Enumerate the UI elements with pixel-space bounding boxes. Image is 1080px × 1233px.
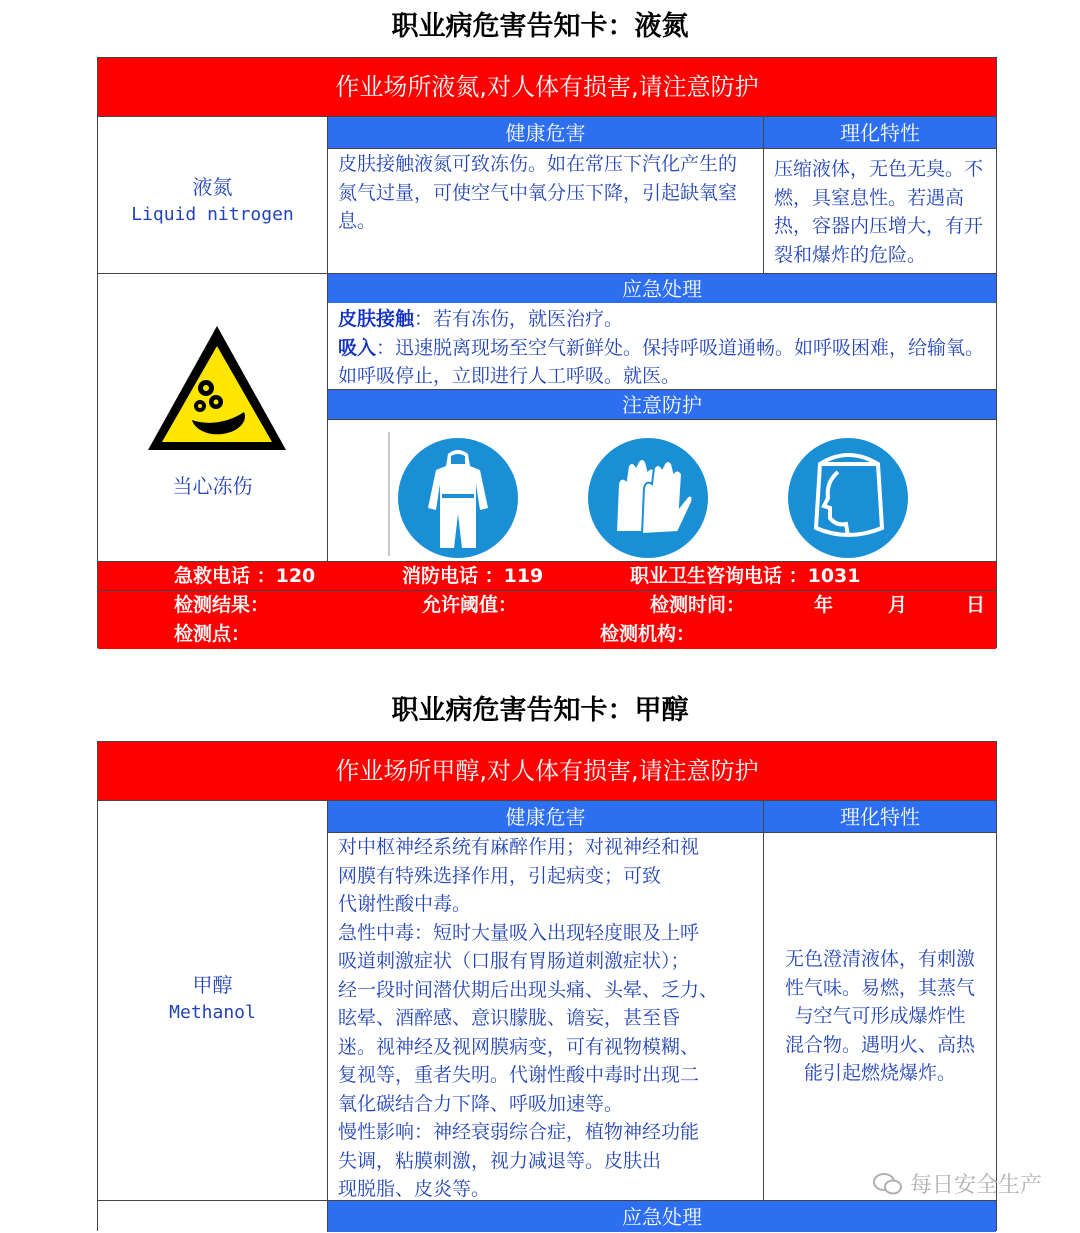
notice-card-methanol bbox=[97, 741, 997, 1231]
prop-line: 能引起燃烧爆炸。 bbox=[803, 1062, 956, 1084]
card2-emergency-header: 应急处理 bbox=[327, 1200, 996, 1232]
card2-health-text bbox=[327, 832, 763, 1200]
skin-contact-text: ：若有冻伤，就医治疗。 bbox=[414, 308, 624, 330]
threshold-label: 允许阈值： bbox=[422, 594, 518, 616]
inhalation-text: ：迅速脱离现场至空气新鲜处。保持呼吸道通畅。如呼吸困难，给输氧。如呼吸停止，立即进行人工呼吸。就医。 bbox=[338, 336, 985, 387]
card1-detection-rows bbox=[98, 590, 996, 649]
card1-emergency-header: 应急处理 bbox=[327, 273, 996, 303]
detection-agency-label: 检测机构： bbox=[600, 623, 696, 645]
health-line: 现脱脂、皮炎等。 bbox=[338, 1178, 491, 1200]
card1-title: 职业病危害告知卡：液氮 bbox=[391, 11, 689, 42]
health-line: 吸道刺激症状（口服有胃肠道刺激症状）； bbox=[338, 950, 690, 972]
health-line: 眩晕、酒醉感、意识朦胧、谵妄，甚至昏 bbox=[338, 1007, 681, 1029]
inhalation-label: 吸入 bbox=[338, 336, 377, 359]
prop-line: 与空气可形成爆炸性 bbox=[794, 1005, 966, 1027]
card1-health-text: 皮肤接触液氮可致冻伤。如在常压下汽化产生的氮气过量，可使空气中氧分压下降，引起缺氧窒息。 bbox=[327, 148, 763, 273]
card2-name-cn: 甲醇 bbox=[192, 973, 233, 997]
card2-banner: 作业场所甲醇,对人体有损害,请注意防护 bbox=[98, 742, 996, 800]
card1-ppe-area bbox=[327, 419, 996, 561]
month-label: 月 bbox=[888, 594, 908, 616]
health-line: 迷。视神经及视网膜病变，可有视物模糊、 bbox=[338, 1035, 700, 1058]
health-line: 急性中毒：短时大量吸入出现轻度眼及上呼 bbox=[338, 921, 700, 944]
card1-name-en: Liquid nitrogen bbox=[131, 204, 294, 225]
prop-line: 性气味。易燃，其蒸气 bbox=[784, 976, 975, 999]
detection-point-label: 检测点： bbox=[174, 623, 251, 645]
card2-empty-cell bbox=[98, 1200, 327, 1232]
watermark-text: 每日安全生产 bbox=[909, 1173, 1042, 1198]
health-line: 代谢性酸中毒。 bbox=[338, 893, 472, 915]
health-line: 经一段时间潜伏期后出现头痛、头晕、乏力、 bbox=[338, 978, 719, 1001]
protective-suit-icon bbox=[396, 436, 520, 560]
card1-warning-cell bbox=[98, 273, 327, 561]
health-line: 网膜有特殊选择作用，引起病变；可致 bbox=[338, 864, 662, 887]
health-line: 氧化碳结合力下降、呼吸加速等。 bbox=[338, 1092, 624, 1115]
day-label: 日 bbox=[966, 594, 986, 616]
card1-substance-cell bbox=[98, 116, 327, 273]
card1-name-cn: 液氮 bbox=[192, 175, 233, 199]
frostbite-warning-icon bbox=[144, 322, 290, 454]
occupational-health-phone: 职业卫生咨询电话 ：1031 bbox=[630, 565, 861, 587]
card1-warning-caption: 当心冻伤 bbox=[172, 474, 253, 498]
year-label: 年 bbox=[814, 594, 834, 616]
card1-phone-row bbox=[98, 561, 996, 591]
notice-card-liquid-nitrogen bbox=[97, 57, 997, 648]
card2-prop-text bbox=[763, 832, 996, 1200]
health-line: 失调，粘膜刺激，视力减退等。皮肤出 bbox=[338, 1149, 662, 1172]
health-line: 复视等，重者失明。代谢性酸中毒时出现二 bbox=[338, 1064, 700, 1086]
card1-emergency-body bbox=[327, 303, 996, 389]
wechat-icon bbox=[873, 1172, 903, 1196]
card2-name-en: Methanol bbox=[169, 1002, 256, 1023]
card2-substance-cell bbox=[98, 800, 327, 1200]
card1-prop-text: 压缩液体，无色无臭。不燃，具窒息性。若遇高热，容器内压增大，有开裂和爆炸的危险。 bbox=[763, 148, 996, 273]
card2-title: 职业病危害告知卡：甲醇 bbox=[391, 695, 689, 726]
card1-health-header: 健康危害 bbox=[327, 116, 763, 148]
health-line: 慢性影响：神经衰弱综合症，植物神经功能 bbox=[338, 1121, 700, 1143]
fire-phone: 消防电话 ：119 bbox=[402, 565, 544, 587]
card2-prop-header: 理化特性 bbox=[763, 800, 996, 832]
gloves-icon bbox=[586, 436, 710, 560]
card2-health-header: 健康危害 bbox=[327, 800, 763, 832]
skin-contact-label: 皮肤接触 bbox=[338, 308, 415, 330]
card1-banner: 作业场所液氮,对人体有损害,请注意防护 bbox=[98, 58, 996, 116]
detection-time-label: 检测时间： bbox=[650, 594, 746, 616]
first-aid-phone: 急救电话 ：120 bbox=[174, 565, 316, 587]
face-shield-icon bbox=[786, 436, 910, 560]
card1-protect-header: 注意防护 bbox=[327, 389, 996, 419]
prop-line: 混合物。遇明火、高热 bbox=[784, 1033, 975, 1056]
card1-prop-header: 理化特性 bbox=[763, 116, 996, 148]
detection-result-label: 检测结果： bbox=[174, 594, 270, 616]
prop-line: 无色澄清液体，有刺激 bbox=[784, 948, 975, 970]
watermark bbox=[873, 1168, 1042, 1199]
health-line: 对中枢神经系统有麻醉作用；对视神经和视 bbox=[338, 836, 700, 858]
